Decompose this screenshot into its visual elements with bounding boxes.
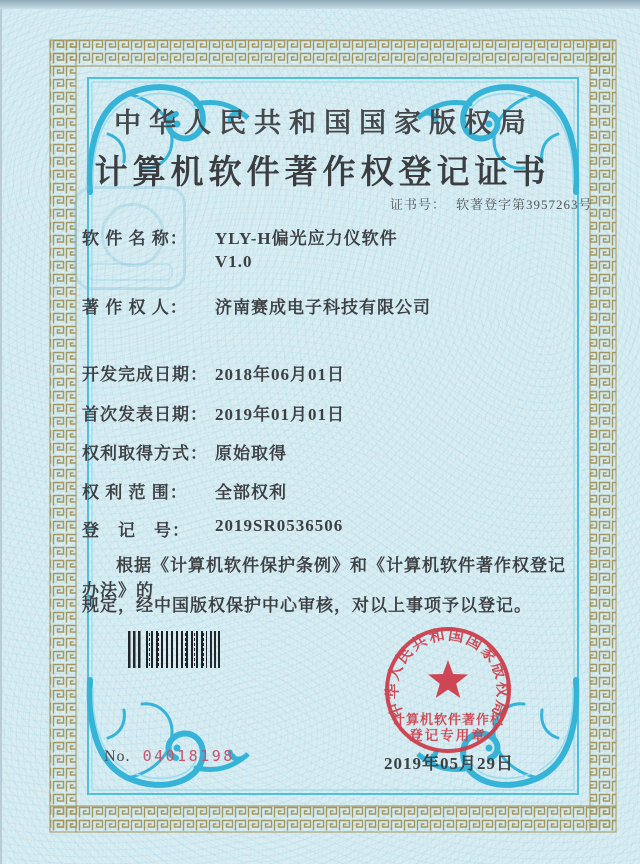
- field-label-rights-acquisition: 权利取得方式：: [82, 444, 208, 463]
- field-value-registration-number: 2019SR0536506: [215, 516, 344, 535]
- statement-line-1: 根据《计算机软件保护条例》和《计算机软件著作权登记办法》的: [82, 556, 566, 600]
- serial-number-label: No.: [104, 748, 131, 765]
- barcode-end-bars: [210, 631, 220, 668]
- barcode-start-bars: [128, 631, 143, 668]
- statement-line-2: 规定，经中国版权保护中心审核，对以上事项予以登记。: [82, 596, 532, 615]
- field-label-software-name: 软 件 名 称：: [82, 229, 188, 248]
- certificate-number: [390, 194, 593, 213]
- field-label-registration-number: 登 记 号：: [82, 521, 190, 540]
- field-value-copyright-owner: 济南赛成电子科技有限公司: [215, 298, 431, 317]
- serial-number: [104, 747, 235, 766]
- field-value-first-publish-date: 2019年01月01日: [215, 405, 345, 424]
- field-label-rights-scope: 权 利 范 围：: [82, 483, 188, 502]
- authority-name: 中华人民共和国国家版权局: [114, 108, 534, 138]
- field-value-rights-acquisition: 原始取得: [215, 444, 287, 463]
- certificate-number-label: 证书号：: [390, 197, 447, 212]
- barcode-data-matrix: [146, 631, 207, 668]
- official-seal: [379, 621, 517, 759]
- field-value-software-version: V1.0: [215, 252, 253, 271]
- seal-caption-line-1: 计算机软件著作权: [391, 712, 505, 727]
- field-label-completion-date: 开发完成日期：: [82, 365, 208, 384]
- field-value-completion-date: 2018年06月01日: [215, 365, 345, 384]
- registration-date: 2019年05月29日: [384, 754, 514, 773]
- field-label-copyright-owner: 著 作 权 人：: [82, 298, 188, 317]
- field-value-software-name: YLY-H偏光应力仪软件: [215, 229, 398, 248]
- seal-ring-text: 中华人民共和国国家版权局: [384, 626, 511, 721]
- barcode-icon: [128, 631, 220, 668]
- certificate-title: 计算机软件著作权登记证书: [94, 155, 551, 191]
- certificate-number-value: 软著登字第3957263号: [456, 197, 593, 212]
- field-value-rights-scope: 全部权利: [215, 483, 287, 502]
- star-icon: [428, 660, 468, 698]
- field-label-first-publish-date: 首次发表日期：: [82, 405, 208, 424]
- seal-caption-line-2: 登记专用章: [409, 728, 487, 743]
- serial-number-value: 04018198: [142, 747, 235, 765]
